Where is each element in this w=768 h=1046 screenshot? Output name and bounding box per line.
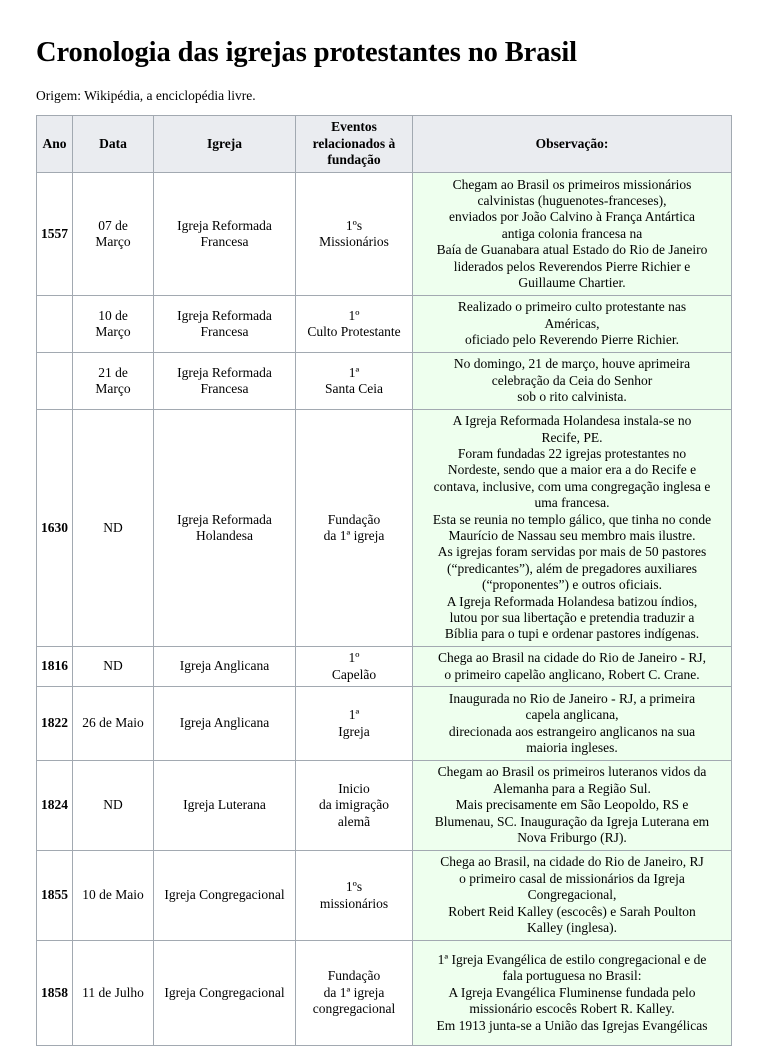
cell-igreja-line: Francesa [200,324,249,339]
cell-evento [296,941,413,1046]
cell-igreja-line: Igreja Reformada [177,217,272,233]
cell-observacao-line: maioria ingleses. [526,739,618,755]
cell-evento-line: Igreja [338,723,370,739]
header-igreja: Igreja [154,116,296,173]
cell-evento [296,851,413,941]
header-eventos-line: relacionados à [312,135,396,151]
cell-observacao-line: sob o rito calvinista. [517,389,627,405]
cell-observacao-line: o primeiro capelão anglicano, Robert C. Crane. [444,666,700,682]
cell-evento-line: 1ºs [345,879,363,895]
cell-evento [296,353,413,410]
cell-observacao-line: Américas, [544,315,600,331]
cell-observacao-line: enviados por João Calvino à França Antártica [449,209,695,225]
cell-observacao-line: (“proponentes”) e outros oficiais. [482,577,662,593]
cell-observacao-line: Foram fundadas 22 igrejas protestantes no [457,445,687,461]
cell-observacao-line: Nordeste, sendo que a maior era a do Recife e [447,462,697,478]
cell-ano [37,296,73,353]
cell-observacao [413,173,732,296]
chronology-table [36,115,732,1046]
cell-observacao-line: lutou por sua libertação e pretendia traduzir a [449,610,695,626]
cell-igreja [154,687,296,761]
header-ano: Ano [37,116,73,173]
cell-data-line: Março [95,324,131,339]
header-data: Data [73,116,154,173]
cell-observacao-line: Nova Friburgo (RJ). [517,830,627,846]
cell-evento-line: 1ª [348,707,360,723]
cell-observacao-line: antiga colonia francesa na [501,225,643,241]
cell-data-line: 07 de [98,217,128,233]
cell-data-line: 21 de [98,364,128,380]
cell-igreja-line: Igreja Congregacional [164,984,285,1000]
cell-observacao-line: Chegam ao Brasil os primeiros luteranos vidos da [437,764,707,780]
cell-evento-line: Fundação [327,968,381,984]
cell-evento-line: alemã [337,813,371,829]
cell-evento-line: Fundação [327,511,381,527]
cell-observacao [413,647,732,687]
cell-observacao-line: Realizado o primeiro culto protestante nas [457,299,687,315]
cell-observacao [413,296,732,353]
table-row [37,851,732,941]
cell-data-line: ND [103,658,123,674]
cell-evento-line: Santa Ceia [324,381,384,396]
table-row [37,687,732,761]
cell-observacao-line: As igrejas foram servidas por mais de 50 pastores [437,544,707,560]
cell-observacao-line: liderados pelos Reverendos Pierre Richier e [453,258,691,274]
cell-ano: 1855 [37,851,73,941]
cell-data-line: Março [95,381,131,396]
cell-data-line: ND [103,797,123,813]
cell-data [73,941,154,1046]
origin-note: Origem: Wikipédia, a enciclopédia livre. [36,88,256,103]
cell-evento [296,296,413,353]
cell-observacao [413,851,732,941]
table-row [37,761,732,851]
cell-observacao-line: A Igreja Reformada Holandesa batizou índios, [446,593,698,609]
cell-observacao-line: A Igreja Evangélica Fluminense fundada pelo [448,984,696,1000]
table-row [37,647,732,687]
cell-observacao-line: Mais precisamente em São Leopoldo, RS e [455,797,689,813]
cell-observacao-line: Blumenau, SC. Inauguração da Igreja Luterana em [434,813,710,829]
cell-igreja-line: Francesa [200,234,249,249]
cell-observacao-line: oficiado pelo Reverendo Pierre Richier. [464,332,680,348]
cell-evento [296,761,413,851]
cell-evento-line: 1º [348,307,360,323]
cell-evento-line: 1ºs [345,217,363,233]
cell-observacao-line: Guillaume Chartier. [518,275,626,291]
cell-observacao [413,687,732,761]
cell-observacao-line: Chega ao Brasil na cidade do Rio de Janeiro - RJ, [437,650,707,666]
cell-evento-line: congregacional [312,1001,396,1017]
cell-ano: 1822 [37,687,73,761]
header-observacao: Observação: [413,116,732,173]
cell-evento-line: Missionários [319,234,389,249]
cell-igreja [154,647,296,687]
cell-igreja-line: Igreja Congregacional [164,887,285,903]
cell-observacao-line: capela anglicana, [525,707,619,723]
cell-igreja [154,410,296,647]
cell-igreja [154,851,296,941]
cell-igreja-line: Igreja Luterana [183,797,266,813]
cell-data-line: Março [95,234,131,249]
cell-observacao-line: contava, inclusive, com uma congregação inglesa e [433,478,711,494]
cell-evento-line: da 1ª igreja [323,984,385,1000]
cell-observacao-line: Em 1913 junta-se a União das Igrejas Evangélicas [436,1017,708,1033]
cell-observacao [413,761,732,851]
cell-observacao-line: Kalley (inglesa). [527,920,617,936]
cell-igreja [154,353,296,410]
cell-evento-line: da 1ª igreja [323,528,385,543]
cell-igreja-line: Igreja Anglicana [179,715,270,731]
cell-data [73,687,154,761]
header-eventos-line: Eventos [331,119,377,135]
cell-ano: 1824 [37,761,73,851]
cell-observacao-line: Robert Reid Kalley (escocês) e Sarah Poulton [448,903,696,919]
cell-ano: 1557 [37,173,73,296]
cell-evento-line: Inicio [338,780,370,796]
cell-observacao-line: Maurício de Nassau seu membro mais ilustre. [448,528,696,543]
table-row [37,941,732,1046]
cell-igreja-line: Igreja Reformada [177,511,272,527]
table-row [37,173,732,296]
cell-igreja-line: Igreja Reformada [177,307,272,323]
cell-observacao [413,410,732,647]
cell-observacao-line: Baía de Guanabara atual Estado do Rio de Janeiro [436,242,708,258]
cell-observacao-line: uma francesa. [534,495,610,511]
cell-observacao-line: 1ª Igreja Evangélica de estilo congregacional e de [437,951,707,967]
cell-evento-line: 1º [348,650,360,666]
cell-observacao-line: celebração da Ceia do Senhor [491,372,653,388]
cell-observacao-line: Chegam ao Brasil os primeiros missionários [452,176,692,192]
cell-observacao [413,941,732,1046]
header-eventos-line: fundação [327,152,381,168]
cell-igreja [154,941,296,1046]
cell-igreja-line: Igreja Reformada [177,364,272,380]
cell-data [73,173,154,296]
cell-observacao-line: o primeiro casal de missionários da Igreja [459,870,685,886]
cell-ano [37,353,73,410]
cell-evento [296,410,413,647]
cell-data-line: 11 de Julho [82,984,144,1000]
cell-observacao-line: Recife, PE. [541,429,603,445]
cell-observacao-line: A Igreja Reformada Holandesa instala-se no [452,413,692,429]
cell-evento [296,647,413,687]
cell-observacao-line: Esta se reunia no templo gálico, que tinha no conde [432,511,712,527]
cell-igreja [154,761,296,851]
cell-evento [296,173,413,296]
cell-data [73,410,154,647]
cell-observacao-line: Inaugurada no Rio de Janeiro - RJ, a primeira [448,690,696,706]
cell-evento-line: missionários [319,895,389,911]
table-row [37,353,732,410]
cell-igreja [154,173,296,296]
cell-data [73,296,154,353]
cell-data [73,647,154,687]
header-eventos [296,116,413,173]
cell-evento-line: Capelão [331,666,377,682]
cell-ano: 1630 [37,410,73,647]
cell-igreja-line: Holandesa [196,528,253,543]
cell-igreja [154,296,296,353]
cell-igreja-line: Igreja Anglicana [179,658,270,674]
cell-observacao-line: No domingo, 21 de março, houve aprimeira [453,356,691,372]
page-title: Cronologia das igrejas protestantes no Brasil [36,37,577,68]
cell-observacao-line: calvinistas (huguenotes-franceses), [477,192,667,208]
table-row [37,296,732,353]
cell-data-line: 10 de Maio [82,887,144,903]
cell-evento-line: Culto Protestante [307,324,401,339]
cell-observacao-line: direcionada aos estrangeiro anglicanos na sua [448,723,696,739]
cell-data-line: 26 de Maio [82,715,144,731]
cell-ano: 1816 [37,647,73,687]
table-row [37,410,732,647]
cell-observacao-line: Alemanha para a Região Sul. [493,780,651,796]
cell-observacao-line: (“predicantes”), além de pregadores auxiliares [447,560,697,576]
cell-observacao [413,353,732,410]
cell-data-line: ND [103,519,123,535]
cell-data [73,353,154,410]
cell-ano: 1858 [37,941,73,1046]
cell-observacao-line: Bíblia para o tupi e ordenar pastores indígenas. [444,626,700,642]
cell-observacao-line: fala portuguesa no Brasil: [502,968,642,984]
cell-evento-line: 1ª [348,364,360,380]
table-body [37,173,732,1046]
cell-evento [296,687,413,761]
cell-observacao-line: missionário escocês Robert R. Kalley. [469,1001,675,1017]
cell-evento-line: da imigração [318,797,390,813]
cell-igreja-line: Francesa [200,381,249,396]
cell-data-line: 10 de [98,307,128,323]
cell-observacao-line: Chega ao Brasil, na cidade do Rio de Janeiro, RJ [440,854,704,870]
table-header-row [37,116,732,173]
cell-observacao-line: Congregacional, [527,887,617,903]
cell-data [73,851,154,941]
cell-data [73,761,154,851]
